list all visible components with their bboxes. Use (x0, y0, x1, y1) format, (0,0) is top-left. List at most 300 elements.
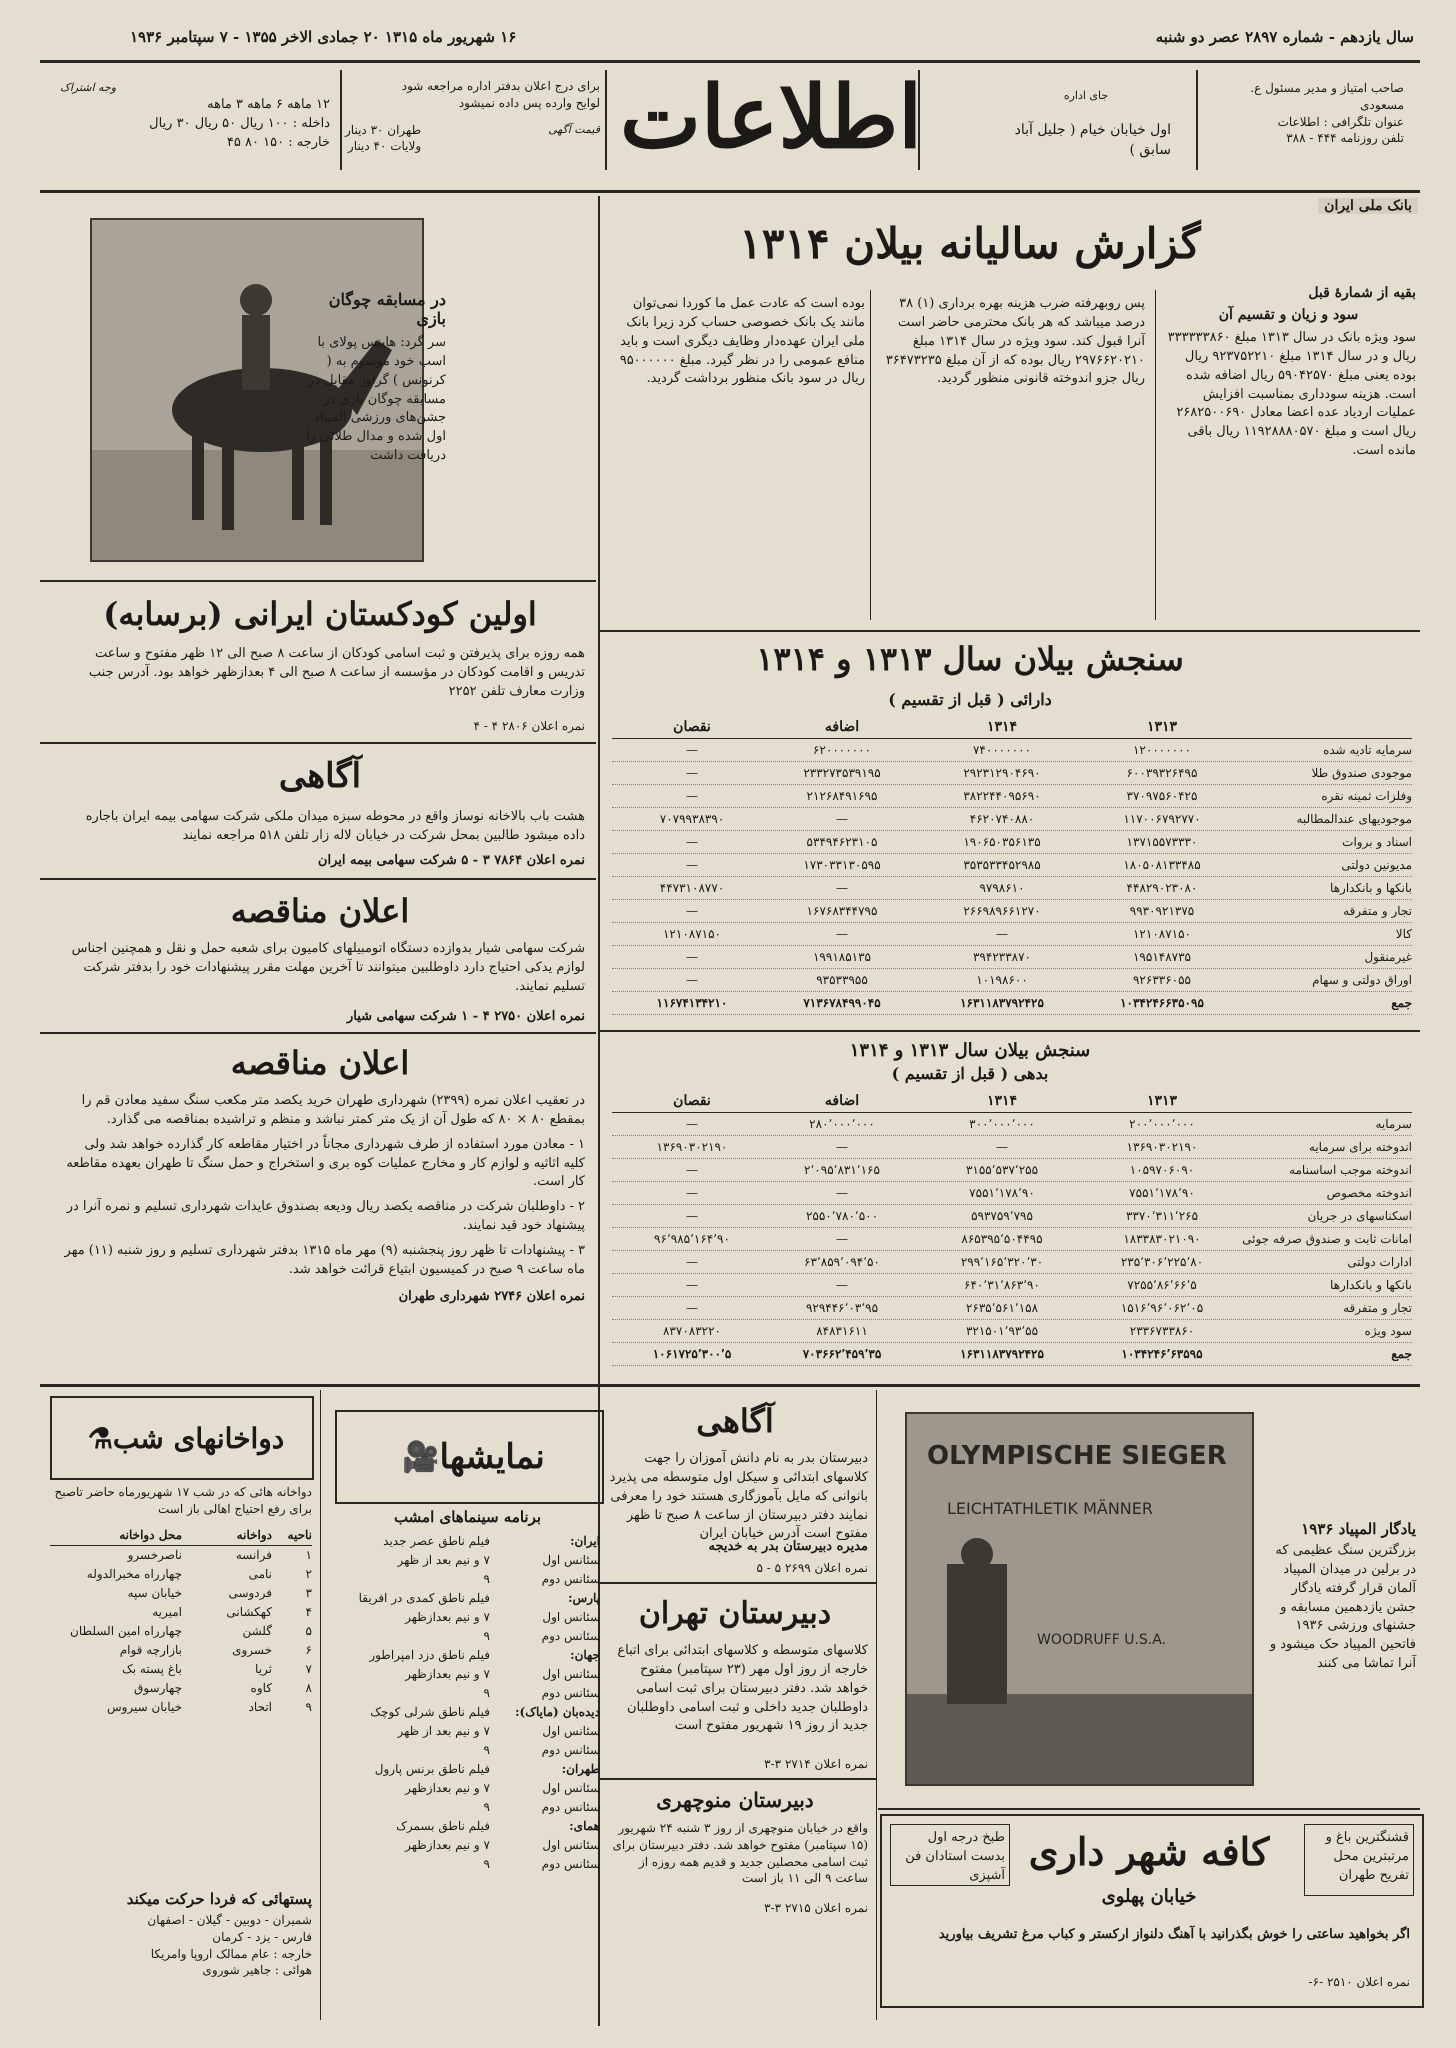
liab-row (612, 1274, 1412, 1297)
polo-title: در مسابقه چوگان بازی (328, 290, 446, 328)
liab-header-1313: ۱۳۱۳ (1146, 1093, 1178, 1109)
cinema-line-label: سئانس دوم (541, 1572, 600, 1586)
assets-cell: مدیونین دولتی (1341, 858, 1412, 872)
ad-price-provinces: ولایات ۴۰ دینار (347, 139, 422, 154)
pharmacy-header-name: دواخانه (236, 1528, 272, 1542)
cinema-line-label: جهان: (570, 1648, 600, 1662)
polo-bottom-rule (40, 580, 596, 582)
notice-1-title: آگاهی (278, 756, 362, 796)
pharmacy-row (50, 1546, 312, 1565)
liab-cell: ۱۳۶۹۰۳۰۲۱۹۰ (1126, 1140, 1198, 1154)
liab-cell: تجار و متفرقه (1343, 1301, 1412, 1315)
pharmacy-cell: فردوسی (228, 1586, 272, 1600)
bank-cont-sub: سود و زیان و تقسیم آن (1218, 307, 1359, 323)
pharmacy-cell: خسروی (232, 1643, 272, 1657)
school-1-body: کلاسهای متوسطه و کلاسهای ابتدائی برای اتباع خارجه از روز اول مهر (۲۳ سپتامبر) مفتوح خواهد شد. دفتر دبیرستان برای ثبت اسامی داوطلبان جدید داخلی و ثبت اسامی داوطلبان جدید از روز ۱۹ شهریور مفتوح است (617, 1643, 868, 1734)
liab-cell: ۸۶۵۳۹۵٬۵۰۴۴۹۵ (961, 1232, 1043, 1246)
assets-cell: ۱۷۳۰۳۳۱۳۰۵۹۵ (803, 858, 881, 872)
liab-cell: ۲۳۳۶۷۳۳۸۶۰ (1129, 1324, 1195, 1338)
assets-row (612, 739, 1412, 762)
pharmacy-cell: کاوه (250, 1681, 272, 1695)
assets-cell: ۲۳۳۲۷۳۵۳۹۱۹۵ (803, 766, 881, 780)
liab-cell: ۱۳۶۹۰۳۰۲۱۹۰ (656, 1140, 728, 1154)
liab-row (612, 1343, 1412, 1366)
cinema-line-label: سئانس اول (542, 1781, 600, 1795)
pharmacy-cell: باغ پسته بک (122, 1662, 182, 1676)
subscription-domestic: داخله : ۱۰۰ ریال ۵۰ ریال ۳۰ ریال (149, 115, 330, 131)
bank-cont-title: بقیه از شمارهٔ قبل (1308, 285, 1416, 301)
bank-col-divider-1 (1155, 290, 1156, 620)
liab-title: سنجش بیلان سال ۱۳۱۳ و ۱۳۱۴ (849, 1040, 1091, 1061)
cinema-line-value: ۷ و نیم بعدازظهر (405, 1781, 490, 1795)
assets-cell: ۴۴۸۲۹۰۲۳۰۸۰ (1126, 881, 1198, 895)
assets-header-increase: اضافه (824, 719, 860, 735)
assets-cell: — (836, 812, 848, 826)
pharmacy-rows (50, 1546, 312, 1717)
liab-cell: ۷۵۵۱٬۱۷۸٬۹۰ (1129, 1186, 1195, 1200)
liab-cell: ۳۱۵۵٬۵۳۷٬۲۵۵ (965, 1163, 1039, 1177)
cinema-line-label: سئانس دوم (541, 1800, 600, 1814)
liab-cell: ۱۶۳۱۱۸۳۷۹۲۴۲۵ (960, 1347, 1044, 1361)
assets-row (612, 969, 1412, 992)
cinema-line (335, 1570, 600, 1589)
liab-cell: ۶۴۰٬۳۱٬۸۶۳٬۹۰ (964, 1278, 1040, 1292)
assets-header-row (612, 716, 1412, 739)
assets-cell: موجودیهای عندالمطالبه (1296, 812, 1412, 826)
tender-1-footer: نمره اعلان ۲۷۵۰ ۴ - ۱ شرکت سهامی شیار (346, 1009, 585, 1024)
cinema-list (335, 1532, 600, 1874)
cinema-line (335, 1684, 600, 1703)
cinema-line (335, 1855, 600, 1874)
cinema-line-label: همای: (569, 1819, 600, 1833)
pharmacy-cell: ۸ (305, 1681, 312, 1695)
liab-header-row (612, 1090, 1412, 1113)
assets-cell: — (686, 858, 698, 872)
liab-cell: — (836, 1278, 848, 1292)
assets-header-decrease: نقصان (673, 719, 711, 735)
cinema-line-label: سئانس دوم (541, 1629, 600, 1643)
cinema-logo (335, 1410, 604, 1504)
ad-note-block (345, 78, 600, 155)
liab-cell: ادارات دولتی (1347, 1255, 1412, 1269)
assets-cell: ۱۰۱۹۸۶۰۰ (976, 973, 1028, 987)
pharmacy-row (50, 1584, 312, 1603)
masthead-divider (1196, 70, 1198, 170)
pharmacy-row (50, 1679, 312, 1698)
assets-row (612, 923, 1412, 946)
liab-cell: ۷۰۳۶۶۲٬۴۵۹٬۳۵ (802, 1347, 882, 1361)
tender-1-title: اعلان مناقصه (230, 892, 410, 930)
assets-row (612, 900, 1412, 923)
olympic-body: بزرگترین سنگ عظیمی که در برلین در میدان المپیاد آلمان قرار گرفته یادگار جشن یازدهمین مسابقه و جشنهای ورزشی ۱۹۳۶ فاتحین المپیاد حک میشود و آنرا تماشا می کنند (1269, 1543, 1416, 1672)
pharmacy-cell: ۵ (305, 1624, 312, 1638)
assets-row (612, 785, 1412, 808)
olympic-text (1266, 1520, 1416, 1674)
kindergarten-title: اولین کودکستان ایرانی (برسابه) (103, 595, 537, 633)
liab-cell: ۱۰۶۱۷۲۵٬۳۰۰٬۵ (652, 1347, 732, 1361)
assets-cell: اوراق دولتی و سهام (1312, 973, 1412, 987)
liab-cell: ۲۳۵٬۳۰۶٬۲۲۵٬۸۰ (1120, 1255, 1204, 1269)
liab-cell: ۲۵۵۰٬۷۸۰٬۵۰۰ (805, 1209, 879, 1223)
assets-rows (612, 739, 1412, 1015)
liab-row (612, 1297, 1412, 1320)
bank-col-2: پس روبهرفته ضرب هزینه بهره برداری (۱) ۳۸ درصد میباشد که هر بانک محترمی حاضر است آنرا قبول کند. سود ویژه در سال ۱۳۱۴ مبلغ ۲۹۷۶۶۲۰۲۱۰ ریال بوده که از آن مبلغ ۳۶۴۷۳۲۳۵ ریال جزو اندوخته قانونی منظور گردید. (885, 296, 1145, 387)
assets-header-1313: ۱۳۱۳ (1146, 719, 1178, 735)
pharmacy-cell: ۹ (305, 1700, 312, 1714)
cinema-line (335, 1627, 600, 1646)
liab-row (612, 1136, 1412, 1159)
assets-cell: جمع (1391, 996, 1412, 1010)
olympic-photo-sub2: WOODRUFF U.S.A. (1037, 1632, 1167, 1648)
assets-cell: ۲۹۲۳۱۲۹۰۴۶۹۰ (963, 766, 1041, 780)
assets-cell: ۵۳۴۹۴۶۲۳۱۰۵ (806, 835, 878, 849)
assets-cell: ۱۹۵۱۴۸۷۳۵ (1132, 950, 1191, 964)
notice-2-footer: نمره اعلان ۲۶۹۹ ۵ - ۵ (756, 1561, 868, 1575)
liab-header-increase: اضافه (824, 1093, 860, 1109)
pharmacy-row (50, 1641, 312, 1660)
cinema-line-value: ۷ و نیم بعدازظهر (405, 1610, 490, 1624)
assets-cell: ۷۴۰۰۰۰۰۰۰ (972, 743, 1031, 757)
pharmacy-cell: امیریه (152, 1605, 182, 1619)
pharmacy-cell: چهارراه امین السلطان (70, 1624, 182, 1638)
assets-cell: بانکها و بانکدارها (1330, 881, 1412, 895)
subscription-block (60, 80, 330, 152)
notice-1-body: هشت باب بالاخانه نوساز واقع در محوطه سبزه میدان ملکی شرکت سهامی بیمه ایران باجاره داده میشود طالبین بمحل شرکت در خیابان لاله زار تلفن ۵۱۸ مراجعه نمایند (85, 809, 585, 843)
liab-cell: ۸۳۷۰۸۳۲۲۰ (662, 1324, 721, 1338)
cinema-line (335, 1532, 600, 1551)
cinema-line-value: ۷ و نیم بعدازظهر (405, 1838, 490, 1852)
pharmacy-row (50, 1622, 312, 1641)
pharmacy-cell: چهارسوق (134, 1681, 182, 1695)
assets-cell: ۳۵۳۵۳۳۴۵۲۹۸۵ (963, 858, 1041, 872)
pharmacy-header (50, 1526, 312, 1546)
liab-cell: ۲۸۰٬۰۰۰٬۰۰۰ (809, 1117, 875, 1131)
school-2-footer: نمره اعلان ۲۷۱۵ ۳-۳ (764, 1901, 868, 1915)
post-line-1: شمیران - دوبین - گیلان - اصفهان (147, 1913, 312, 1927)
assets-cell: ۱۹۰۶۵۰۳۵۶۱۳۵ (963, 835, 1041, 849)
assets-cell: — (686, 743, 698, 757)
top-rule (40, 60, 1420, 63)
assets-cell: ۹۹۳۰۹۲۱۳۷۵ (1129, 904, 1195, 918)
cinema-line-value: فیلم ناطق عصر جدید (383, 1534, 490, 1548)
assets-cell: ۲۱۲۶۸۴۹۱۶۹۵ (806, 789, 878, 803)
cinema-rows (335, 1532, 600, 1874)
cinema-line (335, 1798, 600, 1817)
cinema-line (335, 1589, 600, 1608)
liab-cell: — (836, 1232, 848, 1246)
assets-cell: ۷۰۷۹۹۳۸۳۹۰ (659, 812, 725, 826)
kindergarten-bottom-rule (40, 742, 596, 744)
liab-cell: — (686, 1186, 698, 1200)
masthead-title: اطلاعات (620, 67, 923, 168)
assets-cell: ۷۱۳۶۷۸۴۹۹۰۴۵ (803, 996, 881, 1010)
cinema-line-label: پارس: (568, 1591, 600, 1605)
pharmacy-cell: ناصرخسرو (127, 1548, 182, 1562)
notice-2-title: آگاهی (696, 1402, 774, 1440)
assets-cell: ۱۶۷۶۸۳۴۴۷۹۵ (806, 904, 878, 918)
cinema-line-label: سئانس اول (542, 1724, 600, 1738)
pharmacy-cell: فرانسه (235, 1548, 272, 1562)
pharmacy-cell: بازارچه قوام (119, 1643, 182, 1657)
cafe-right-box: قشنگترین باغ و مرتبترین محل تفریح طهران (1304, 1824, 1414, 1896)
liab-cell: ۸۴۸۳۱۶۱۱ (816, 1324, 868, 1338)
assets-cell: — (996, 927, 1008, 941)
assets-cell: ۳۸۲۲۴۴۰۹۵۶۹۰ (963, 789, 1041, 803)
liab-row (612, 1113, 1412, 1136)
liab-table (612, 1090, 1412, 1366)
assets-row (612, 992, 1412, 1015)
liab-cell: ۱۵۱۶٬۹۶٬۰۶۲٬۰۵ (1120, 1301, 1204, 1315)
liab-row (612, 1251, 1412, 1274)
assets-row (612, 831, 1412, 854)
bank-report-title: گزارش سالیانه بیلان ۱۳۱۴ (739, 219, 1201, 268)
pharmacy-cell: ثریا (255, 1662, 272, 1676)
school-1-rule (600, 1778, 876, 1780)
assets-row (612, 946, 1412, 969)
assets-cell: ۹۳۵۳۳۹۵۵ (816, 973, 868, 987)
cinema-line (335, 1760, 600, 1779)
pharmacy-intro: دواخانه هائی که در شب ۱۷ شهریورماه حاضر تاصبح برای رفع احتیاج اهالی باز است (54, 1485, 312, 1516)
polo-text (296, 290, 446, 466)
liab-cell: — (836, 1186, 848, 1200)
owner-block (1214, 80, 1404, 147)
cinema-line-value: ۹ (483, 1857, 490, 1871)
cinema-line-label: سئانس اول (542, 1838, 600, 1852)
cinema-line-value: ۷ و نیم بعد از ظهر (397, 1553, 490, 1567)
assets-header-1314: ۱۳۱۴ (986, 719, 1018, 735)
assets-cell: — (686, 904, 698, 918)
pharmacy-cell: نامی (248, 1567, 272, 1581)
liab-cell: ۲٬۰۹۵٬۸۳۱٬۱۶۵ (804, 1163, 880, 1177)
liab-cell: — (836, 1140, 848, 1154)
olympic-stone-image (907, 1414, 1252, 1784)
cinema-line (335, 1817, 600, 1836)
cinema-line (335, 1703, 600, 1722)
cinema-line-value: ۹ (483, 1629, 490, 1643)
liab-row (612, 1228, 1412, 1251)
film-camera-icon: 🎥 (402, 1439, 440, 1475)
liab-cell: ۳۲۱۵۰۱٬۹۳٬۵۵ (965, 1324, 1039, 1338)
cinema-line-label: ایران: (570, 1534, 600, 1548)
cinema-line-value: فیلم ناطق برنس پارول (374, 1762, 490, 1776)
pharmacy-header-area: ناحیه (287, 1528, 312, 1542)
cinema-line (335, 1665, 600, 1684)
assets-cell: کالا (1395, 927, 1412, 941)
cinema-line (335, 1551, 600, 1570)
liab-cell: ۲۶۳۵٬۵۶۱٬۱۵۸ (965, 1301, 1039, 1315)
liab-subtitle: بدهی ( قبل از تقسیم ) (891, 1064, 1049, 1083)
assets-cell: ۴۶۲۰۷۴۰۸۸۰ (969, 812, 1035, 826)
pharmacy-cell: کهکشانی (226, 1605, 272, 1619)
assets-cell: سرمایه تادیه شده (1323, 743, 1412, 757)
cinema-line (335, 1608, 600, 1627)
notice-1-bottom-rule (40, 878, 596, 880)
assets-cell: — (686, 973, 698, 987)
liab-cell: ۷۵۵۱٬۱۷۸٬۹۰ (969, 1186, 1035, 1200)
liab-cell: اندوخته مخصوص (1326, 1186, 1412, 1200)
assets-cell: ۱۰۳۴۲۴۶۶۳۵۰۹۵ (1120, 996, 1204, 1010)
ad-price-tehran: طهران ۳۰ دینار (345, 122, 422, 137)
assets-cell: غیرمنقول (1364, 950, 1412, 964)
pharmacy-row (50, 1603, 312, 1622)
office-label: جای اداره (1063, 89, 1109, 102)
assets-subtitle: دارائی ( قبل از تقسیم ) (888, 690, 1052, 709)
olympic-photo-text: OLYMPISCHE SIEGER (927, 1441, 1227, 1471)
pharmacy-cell: ۲ (305, 1567, 312, 1581)
owner-line-1: صاحب امتیاز و مدیر مسئول ع. مسعودی (1250, 81, 1404, 112)
liab-cell: ۱۸۳۳۸۳۰۲۱۰۹۰ (1123, 1232, 1201, 1246)
pharmacy-cell: ۶ (305, 1643, 312, 1657)
liab-cell: اسکناسهای در جریان (1307, 1209, 1412, 1223)
pharmacy-cell: ۱ (305, 1548, 312, 1562)
cinema-line-value: ۹ (483, 1800, 490, 1814)
liab-cell: — (686, 1117, 698, 1131)
assets-cell: ۲۶۶۹۸۹۶۶۱۲۷۰ (963, 904, 1041, 918)
post-line-3: خارجه : عام ممالک اروپا وامریکا (150, 1946, 312, 1961)
liab-header-1314: ۱۳۱۴ (986, 1093, 1018, 1109)
assets-cell: ۱۲۰۰۰۰۰۰۰ (1132, 743, 1191, 757)
bank-col-3: بوده است که عادت عمل ما کوردا نمی‌توان مانند یک بانک خصوصی حساب کرد زیرا بانک ملی ایران عهده‌دار وظایف دیگری است و باید منافع عمومی را در نظر گیرد. مبلغ ۹۵۰۰۰۰۰۰ ریال در سود بانک منظور برداشت گردید. (619, 296, 865, 387)
school-2-body: واقع در خیابان منوچهری از روز ۳ شنبه ۲۴ شهریور (۱۵ سپتامبر) مفتوح خواهد شد. دفتر دبیرستان برای ثبت اسامی محصلین جدید و قدیم همه روزه از ساعت ۹ الی ۱۱ باز است (612, 1821, 868, 1886)
liab-cell: — (686, 1209, 698, 1223)
cinema-line (335, 1741, 600, 1760)
pharmacy-cell: ۳ (305, 1586, 312, 1600)
masthead-divider-4 (340, 70, 342, 170)
owner-line-3: تلفن روزنامه ۴۴۴ - ۳۸۸ (1286, 131, 1404, 146)
liab-cell: ۱۰۵۹۷۰۶۰۹۰ (1129, 1163, 1195, 1177)
olympic-photo-sub: LEICHTATHLETIK MÄNNER (947, 1499, 1153, 1518)
liab-cell: بانکها و بانکدارها (1330, 1278, 1412, 1292)
bank-label: بانک ملی ایران (1318, 198, 1418, 214)
cinema-line-label: دیده‌بان (مایاک): (515, 1705, 600, 1719)
assets-title: سنجش بیلان سال ۱۳۱۳ و ۱۳۱۴ (756, 640, 1184, 678)
cinema-line (335, 1836, 600, 1855)
assets-row (612, 808, 1412, 831)
assets-cell: وفلزات ثمینه نقره (1321, 789, 1412, 803)
cinema-logo-text: نمایشها (439, 1437, 545, 1477)
cafe-ad (880, 1814, 1424, 2008)
liab-rows (612, 1113, 1412, 1366)
liab-cell: امانات ثابت و صندوق صرفه جوئی (1242, 1232, 1412, 1246)
cinema-line-label: سئانس دوم (541, 1857, 600, 1871)
liab-row (612, 1182, 1412, 1205)
pharmacy-cell: خیابان سپه (127, 1586, 182, 1600)
tender-2-body-1: در تعقیب اعلان نمره (۲۳۹۹) شهرداری طهران خرید یکصد متر مکعب سنگ سفید معادن قم را بمقطع ۸۰ × ۸۰ که طول آن از یک متر کمتر نباشد و منظم و تراشیده بمناقصه می گذارد. (81, 1093, 585, 1127)
bank-col-1 (1161, 285, 1416, 461)
post-line-4: هوائی : جاهیر شوروی (202, 1963, 312, 1978)
office-address: اول خیابان خیام ( جلیل آباد سابق ) (1014, 122, 1171, 158)
cafe-title: کافه شهر داری (1028, 1829, 1270, 1874)
assets-cell: تجار و متفرقه (1343, 904, 1412, 918)
assets-cell: — (836, 927, 848, 941)
liab-cell: — (686, 1163, 698, 1177)
bank-bottom-rule (600, 630, 1420, 632)
pharmacy-logo-text: دواخانهای شب (112, 1421, 285, 1455)
cinema-line (335, 1779, 600, 1798)
assets-cell: ۱۲۱۰۸۷۱۵۰ (662, 927, 721, 941)
pharmacy-header-location: محل دواخانه (119, 1528, 182, 1542)
assets-cell: — (686, 789, 698, 803)
notice-2-body: دبیرستان بدر به نام دانش آموزان را جهت کلاسهای ابتدائی و سیکل اول متوسطه می پذیرد بانوانی که مایل بآموزگاری هستند خود را معرفی نمایند دفتر دبیرستان از ساعت ۸ صبح تا ظهر مفتوح است آدرس خیابان ایران (609, 1451, 868, 1542)
pharmacy-cell: ۴ (305, 1605, 312, 1619)
cinema-line-value: فیلم ناطق بسمرک (396, 1819, 490, 1833)
assets-row (612, 877, 1412, 900)
cinema-line-value: ۹ (483, 1572, 490, 1586)
liab-cell: — (686, 1255, 698, 1269)
ad-price-row (345, 122, 600, 156)
tender-2-body-3: ۲ - داوطلبان شرکت در مناقصه یکصد ریال ودیعه بصندوق عایدات شهرداری تسلیم و نمره آنرا در پیشنهاد خود قید نمایند. (66, 1199, 585, 1234)
assets-row (612, 854, 1412, 877)
subscription-head: ۱۲ ماهه ۶ ماهه ۳ ماهه (207, 96, 330, 112)
cinema-line (335, 1722, 600, 1741)
liab-cell: ۹۲۹۴۴۶٬۰۳٬۹۵ (805, 1301, 879, 1315)
liab-row (612, 1320, 1412, 1343)
notice-2-sign: مدیره دبیرستان بدر به خدیجه (708, 1539, 868, 1554)
liab-cell: سود ویژه (1364, 1324, 1412, 1338)
pharmacy-row (50, 1698, 312, 1717)
pharmacy-cell: گلشن (242, 1624, 272, 1638)
cinema-line-label: سئانس اول (542, 1610, 600, 1624)
liab-cell: ۳۳۷۰٬۳۱۱٬۲۶۵ (1125, 1209, 1199, 1223)
assets-cell: موجودی صندوق طلا (1311, 766, 1412, 780)
bank-col-1-text: سود ویژه بانک در سال ۱۳۱۳ مبلغ ۳۳۳۳۳۳۸۶۰ ریال و در سال ۱۳۱۴ مبلغ ۹۲۳۷۵۲۲۱۰ ریال بوده یعنی مبلغ ۵۹۰۴۲۵۷۰ ریال اضافه شده است. هزینه سودداری بمناسبت افزایش عملیات اردیاد عده اعضا معادل ۲۶۸۲۵۰۰۶۹۰ ریال است و مبلغ ۱۱۹۲۸۸۸۰۵۷۰ ریال باقی مانده است. (1167, 330, 1416, 459)
cinema-line-value: ۷ و نیم بعد از ظهر (397, 1724, 490, 1738)
mortar-icon: ⚗ (87, 1421, 113, 1455)
masthead-bottom-rule (40, 190, 1420, 193)
liab-cell: ۱۰۳۴۲۴۶٬۶۳۵۹۵ (1121, 1347, 1203, 1361)
liab-cell: سرمایه (1375, 1117, 1412, 1131)
liab-header-decrease: نقصان (673, 1093, 711, 1109)
tender-1-body: شرکت سهامی شیار بدوازده دستگاه اتومبیلهای کامیون برای شعبه حمل و نقل و همچنین اجناس لوازم یدکی احتیاج دارد داوطلبین میتوانند تا آخرین مهلت مقرر پیشنهادات خود را بدفتر شرکت تسلیم نمایند. (71, 941, 585, 994)
olympic-photo (905, 1412, 1254, 1786)
pharmacy-cell: چهارراه مخبرالدوله (86, 1567, 182, 1581)
cafe-footer: اگر بخواهید ساعتی را خوش بگذرانید با آهنگ دلنواز ارکستر و کباب مرغ تشریف بیاورید (938, 1927, 1410, 1942)
cinema-line (335, 1646, 600, 1665)
subscription-foreign: خارجه : ۱۵۰ ۸۰ ۴۵ (226, 134, 330, 150)
assets-cell: — (686, 835, 698, 849)
assets-cell: ۱۸۰۵۰۸۱۳۳۴۸۵ (1123, 858, 1201, 872)
assets-cell: — (686, 766, 698, 780)
kindergarten-footer: نمره اعلان ۲۸۰۶ ۴ - ۴ (473, 719, 585, 733)
tender-2-body-4: ۳ - پیشنهادات تا ظهر روز پنجشنبه (۹) مهر ماه ۱۳۱۵ بدفتر شهرداری تسلیم و روز شنبه (۱۱) مهر ماه ساعت ۹ صبح در کمیسیون ابتیاع قرائت خواهد شد. (64, 1242, 585, 1277)
polo-body: سر گرد: هاینس پولای با اسب خود موسوم به ( کرنونس ) گراور مقابل در مسابقه چوگان بازی در جشن‌های ورزشی المپیاد اول شده و مدال طلائی را دریافت داشت (305, 335, 446, 464)
ad-price-label: قیمت آگهی (548, 122, 600, 136)
masthead-divider-3 (605, 70, 607, 170)
liab-cell: ۲۹۹٬۱۶۵٬۳۲۰٬۳۰ (960, 1255, 1044, 1269)
liab-cell: ۶۳٬۸۵۹٬۰۹۴٬۵۰ (804, 1255, 880, 1269)
assets-cell: ۱۳۷۱۵۵۷۳۳۳۰ (1126, 835, 1198, 849)
pharmacy-row (50, 1660, 312, 1679)
liab-row (612, 1159, 1412, 1182)
assets-cell: ۹۲۶۳۳۶۰۵۵ (1132, 973, 1191, 987)
cafe-footer-2: نمره اعلان ۲۵۱۰ -۶- (1308, 1975, 1410, 1989)
liab-cell: اندوخته برای سرمایه (1308, 1140, 1412, 1154)
cafe-left-box: طبخ درجه اول بدست استادان فن آشپزی (890, 1824, 1010, 1886)
issue-line: سال یازدهم - شماره ۲۸۹۷ عصر دو شنبه (1155, 28, 1414, 46)
cinema-line-value: ۹ (483, 1743, 490, 1757)
school-1-footer: نمره اعلان ۲۷۱۴ ۳-۳ (764, 1757, 868, 1771)
cinema-line-label: سئانس اول (542, 1553, 600, 1567)
assets-cell: — (686, 950, 698, 964)
subscription-label: وجه اشتراک (60, 81, 117, 94)
lower-divider-2 (876, 1390, 877, 2020)
lower-section-rule (40, 1384, 1420, 1387)
liab-row (612, 1205, 1412, 1228)
assets-cell: ۶۲۰۰۰۰۰۰۰ (812, 743, 871, 757)
liab-cell: اندوخته موجب اساسنامه (1289, 1163, 1412, 1177)
cinema-line-value: فیلم ناطق دزد امپراطور (369, 1648, 490, 1662)
liab-cell: — (996, 1140, 1008, 1154)
